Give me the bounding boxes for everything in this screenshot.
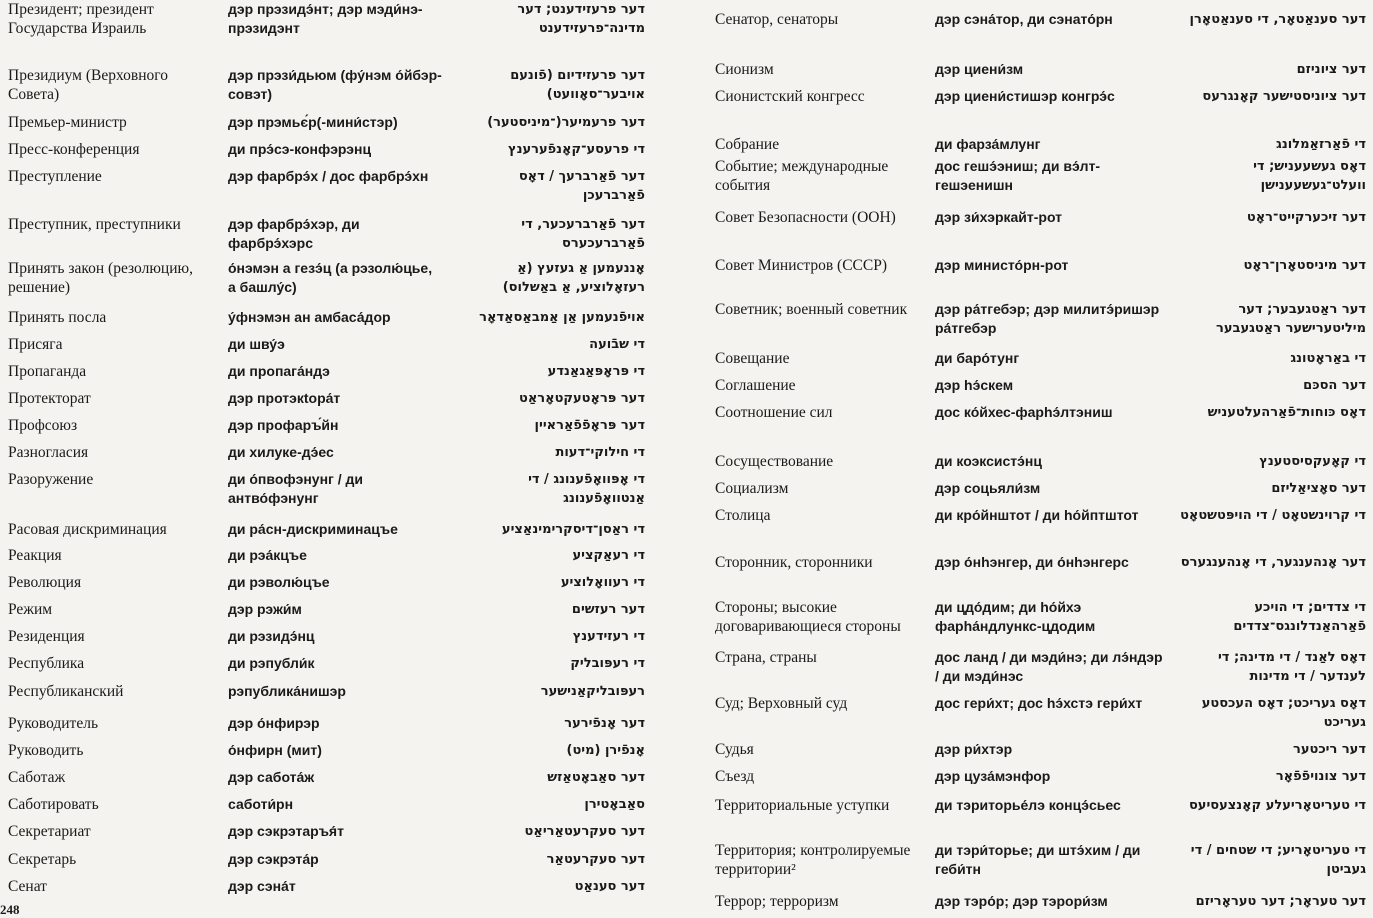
yiddish-term: דער מיניסטאָרן־ראָט bbox=[1243, 258, 1366, 273]
yiddish-transcription: о́нфирн (мит) bbox=[228, 742, 322, 758]
yiddish-transcription: дэр прэзидэ́нт; дэр мэди́нэ-прэзидэнт bbox=[228, 1, 423, 36]
yiddish-transcription: дос гери́хт; дос hэ́хстэ гери́хт bbox=[935, 695, 1143, 711]
russian-term: Режим bbox=[8, 601, 53, 618]
yiddish-term: די פרעסע־קאָנפֿערענץ bbox=[507, 142, 645, 157]
yiddish-transcription: ди коэксистэ́нц bbox=[935, 453, 1042, 469]
yiddish-term: די קרוינשטאָט / די הויפּטשטאָט bbox=[1180, 508, 1366, 523]
yiddish-term: די רעזידענץ bbox=[572, 629, 645, 644]
yiddish-term: דער פרעמיער(־מיניסטער) bbox=[487, 115, 645, 130]
yiddish-term: דער טעראָר; דער טעראָריזם bbox=[1195, 894, 1366, 909]
yiddish-term: דאָס לאַנד / די מדינה; די לענדער / די מדינות bbox=[1217, 650, 1366, 684]
yiddish-term: דער זיכערקייט־ראָט bbox=[1246, 210, 1366, 225]
russian-term: Собрание bbox=[715, 136, 780, 153]
yiddish-term: אָנפֿירן (מיט) bbox=[566, 743, 645, 758]
yiddish-transcription: дос ко́йхес-фарhэ́лтэниш bbox=[935, 404, 1113, 420]
yiddish-term: דער סעקרעטאַר bbox=[546, 852, 645, 867]
russian-term: Совет Безопасности (ООН) bbox=[715, 209, 896, 226]
yiddish-transcription: дэр фарбрэ́хэр, ди фарбрэ́хэрс bbox=[228, 216, 360, 251]
yiddish-term: דער ציוניסטישער קאָנגרעס bbox=[1202, 89, 1366, 104]
yiddish-term: דער אָנהענגער, די אָנהענגערס bbox=[1180, 555, 1366, 570]
yiddish-transcription: ди шву́э bbox=[228, 336, 285, 352]
yiddish-term: דאָס געשעעניש; די וועלט־געשעענישן bbox=[1253, 159, 1366, 193]
russian-term: Реакция bbox=[8, 547, 62, 564]
yiddish-term: די פּראָפּאַגאַנדע bbox=[547, 364, 645, 379]
yiddish-transcription: дэр цуза́мэнфор bbox=[935, 768, 1051, 784]
yiddish-transcription: дэр рэжи́м bbox=[228, 601, 302, 617]
russian-term: Президиум (Верховного Совета) bbox=[8, 67, 168, 103]
yiddish-transcription: ди о́пвофэнунг / ди антво́фэнунг bbox=[228, 471, 364, 506]
russian-term: Президент; президент Государства Израиль bbox=[8, 1, 154, 37]
yiddish-term: די טעריטאָריעלע קאָנצעסיעס bbox=[1188, 798, 1366, 813]
russian-term: Саботировать bbox=[8, 796, 99, 813]
russian-term: Террор; терроризм bbox=[715, 893, 839, 910]
russian-term: Советник; военный советник bbox=[715, 301, 908, 318]
yiddish-transcription: дэр прэзи́дьюм (фу́нэм о́йбэр-совэт) bbox=[228, 67, 442, 102]
yiddish-term: די פֿאַרזאַמלונג bbox=[1276, 137, 1366, 152]
yiddish-term: דער סאָציאַליזם bbox=[1271, 481, 1366, 496]
yiddish-transcription: ди хилуке-дэ́ес bbox=[228, 444, 334, 460]
yiddish-term: דער ציוניזם bbox=[1296, 62, 1366, 77]
yiddish-term: די רעוואָלוציע bbox=[560, 575, 645, 590]
russian-term: Революция bbox=[8, 574, 82, 591]
yiddish-transcription: дэр тэро́р; дэр тэрори́зм bbox=[935, 893, 1108, 909]
russian-term: Руководитель bbox=[8, 715, 99, 732]
yiddish-transcription: о́нэмэн а гезэ́ц (а рэзолю́цье, а башлу́с) bbox=[228, 260, 433, 295]
yiddish-term: די צדדים; די הויכע פֿאַרהאַנדלונגס־צדדים bbox=[1233, 600, 1366, 634]
yiddish-term: דער הסכּם bbox=[1303, 378, 1366, 393]
russian-term: Разоружение bbox=[8, 471, 94, 488]
russian-term: Соотношение сил bbox=[715, 404, 833, 421]
yiddish-transcription: ди фарза́млунг bbox=[935, 136, 1041, 152]
yiddish-term: דער פּראָטעקטאָראַט bbox=[519, 391, 645, 406]
yiddish-term: די רעאַקציע bbox=[572, 548, 645, 563]
page-number: 248 bbox=[0, 902, 20, 917]
yiddish-transcription: дэр ра́тгебэр; дэр милитэ́ришэр ра́тгебэр bbox=[935, 301, 1160, 336]
russian-term: Стороны; высокие договаривающиеся стороны bbox=[715, 599, 901, 635]
yiddish-term: דער סענאַט bbox=[574, 879, 645, 894]
russian-term: Сионистский конгресс bbox=[715, 88, 865, 105]
russian-term: Пропаганда bbox=[8, 363, 87, 380]
yiddish-transcription: дэр прэмьє́р(-мини́стэр) bbox=[228, 114, 398, 130]
yiddish-transcription: ди кро́йнштот / ди hо́йптштот bbox=[935, 507, 1139, 523]
russian-term: Страна, страны bbox=[715, 649, 817, 666]
yiddish-transcription: дэр сабота́ж bbox=[228, 769, 315, 785]
russian-term: Расовая дискриминация bbox=[8, 521, 167, 538]
russian-term: Сионизм bbox=[715, 61, 774, 78]
left-column-block bbox=[0, 0, 672, 914]
russian-term: Съезд bbox=[715, 768, 755, 785]
yiddish-term: דער אָנפֿירער bbox=[564, 716, 645, 731]
yiddish-transcription: ди ра́сн-дискриминацъе bbox=[228, 521, 398, 537]
yiddish-term: דער פּראָפֿפֿאַראיין bbox=[534, 418, 645, 433]
right-column-block bbox=[710, 0, 1373, 914]
yiddish-transcription: дэр циени́зм bbox=[935, 61, 1024, 77]
yiddish-transcription: ди баро́тунг bbox=[935, 350, 1020, 366]
yiddish-term: די אָפּוואָפֿענונג / די אַנטוואָפֿענונג bbox=[528, 472, 645, 506]
russian-term: Сенатор, сенаторы bbox=[715, 11, 839, 28]
yiddish-transcription: ди цдо́дим; ди hо́йхэ фарhа́ндлункс-цдодим bbox=[935, 599, 1096, 634]
russian-term: Преступник, преступники bbox=[8, 216, 181, 233]
russian-term: Территориальные уступки bbox=[715, 797, 890, 814]
russian-term: Сенат bbox=[8, 878, 47, 895]
russian-term: Социализм bbox=[715, 480, 789, 497]
yiddish-term: דער ראַטגעבער; דער מיליטערישער ראַטגעבער bbox=[1216, 302, 1366, 336]
yiddish-transcription: дэр сэкрэта́р bbox=[228, 851, 319, 867]
russian-term: Территория; контролируемые территории² bbox=[715, 842, 911, 878]
yiddish-term: דער פרעזידיום (פֿונעם אויבער־סאָוועט) bbox=[510, 68, 645, 102]
yiddish-term: די ראַסן־דיסקרימינאַציע bbox=[501, 522, 645, 537]
yiddish-transcription: дэр о́нфирэр bbox=[228, 715, 320, 731]
yiddish-transcription: ди тэриторье́лэ концэ́сьес bbox=[935, 797, 1121, 813]
yiddish-term: דער רעזשים bbox=[571, 602, 645, 617]
yiddish-term: סאַבאָטירן bbox=[584, 797, 645, 812]
russian-term: Столица bbox=[715, 507, 771, 524]
yiddish-transcription: ди рэа́кцъе bbox=[228, 547, 307, 563]
yiddish-term: דער סעקרעטאַריאַט bbox=[524, 824, 645, 839]
yiddish-term: דער פֿאַרברעכער, די פֿאַרברעכערס bbox=[521, 217, 645, 251]
yiddish-term: דאָס כּוחות־פֿאַרהעלטעניש bbox=[1207, 405, 1366, 420]
russian-term: Профсоюз bbox=[8, 417, 78, 434]
russian-term: Суд; Верховный суд bbox=[715, 695, 848, 712]
yiddish-term: אָננעמען אַ געזעץ (אַ רעזאָלוציע, אַ באַשלוס) bbox=[502, 261, 645, 295]
russian-term: Сосуществование bbox=[715, 453, 834, 470]
yiddish-term: די רעפּובליק bbox=[570, 656, 645, 671]
russian-term: Саботаж bbox=[8, 769, 66, 786]
russian-term: Принять закон (резолюцию, решение) bbox=[8, 260, 193, 296]
yiddish-transcription: дэр ри́хтэр bbox=[935, 741, 1013, 757]
yiddish-transcription: ди рэзидэ́нц bbox=[228, 628, 315, 644]
russian-term: Принять посла bbox=[8, 309, 107, 326]
russian-term: Протекторат bbox=[8, 390, 91, 407]
yiddish-term: די באַראָטונג bbox=[1290, 351, 1366, 366]
yiddish-transcription: дэр профаръ́йн bbox=[228, 417, 339, 433]
russian-term: Сторонник, сторонники bbox=[715, 554, 873, 571]
yiddish-transcription: дэр зи́хэркайт-рот bbox=[935, 209, 1063, 225]
russian-term: Преступление bbox=[8, 168, 102, 185]
russian-term: Присяга bbox=[8, 336, 63, 353]
yiddish-transcription: дэр министо́рн-рот bbox=[935, 257, 1069, 273]
russian-term: Республиканский bbox=[8, 683, 124, 700]
yiddish-term: דער פֿאַרברעך / דאָס פֿאַרברעכן bbox=[518, 169, 645, 203]
russian-term: Руководить bbox=[8, 742, 84, 759]
yiddish-transcription: саботи́рн bbox=[228, 796, 294, 812]
russian-term: Соглашение bbox=[715, 377, 796, 394]
yiddish-transcription: дос ланд / ди мэди́нэ; ди лэ́ндэр / ди мэди́нэс bbox=[935, 649, 1163, 684]
yiddish-term: אויפֿנעמען אַן אַמבאַסאַדאָר bbox=[479, 310, 645, 325]
russian-term: Событие; международные события bbox=[715, 158, 889, 194]
yiddish-term: דער ריכטער bbox=[1293, 742, 1366, 757]
yiddish-term: דער פרעזידענט; דער מדינה־פרעזידענט bbox=[517, 2, 645, 36]
yiddish-transcription: дэр соцьяли́зм bbox=[935, 480, 1041, 496]
yiddish-transcription: ди рэпубли́к bbox=[228, 655, 315, 671]
yiddish-term: דאָס געריכט; דאָס העכסטע געריכט bbox=[1201, 696, 1366, 730]
yiddish-transcription: у́фнэмэн ан амбаса́дор bbox=[228, 309, 391, 325]
yiddish-transcription: рэпублика́нишэр bbox=[228, 683, 346, 699]
russian-term: Совещание bbox=[715, 350, 790, 367]
russian-term: Пресс-конференция bbox=[8, 141, 140, 158]
yiddish-transcription: дэр циени́стишэр конгрэ́с bbox=[935, 88, 1115, 104]
yiddish-term: רעפּובליקאַנישער bbox=[540, 684, 645, 699]
yiddish-transcription: дос гешэ́эниш; ди вэ́лт-гешэенишн bbox=[935, 158, 1101, 193]
russian-term: Секретариат bbox=[8, 823, 91, 840]
yiddish-term: די שבֿועה bbox=[589, 337, 645, 352]
yiddish-term: דער סאַבאָטאַזש bbox=[547, 770, 645, 785]
yiddish-transcription: ди пропага́ндэ bbox=[228, 363, 330, 379]
russian-term: Разногласия bbox=[8, 444, 89, 461]
yiddish-term: די טעריטאָריע; די שטחים / די געביטן bbox=[1190, 843, 1366, 877]
yiddish-transcription: дэр о́нhэнгер, ди о́нhэнгерс bbox=[935, 554, 1129, 570]
yiddish-transcription: дэр протэкtора́т bbox=[228, 390, 341, 406]
yiddish-term: דער צונויפֿפֿאָר bbox=[1275, 769, 1366, 784]
yiddish-transcription: ди тэри́торье; ди штэ́хим / ди геби́тн bbox=[935, 842, 1141, 877]
yiddish-transcription: ди прэ́сэ-конфэрэнц bbox=[228, 141, 372, 157]
yiddish-term: דער סענאַטאָר, די סענאַטאָרן bbox=[1189, 12, 1366, 27]
yiddish-transcription: дэр фарбрэ́х / дос фарбрэ́хн bbox=[228, 168, 429, 184]
russian-term: Совет Министров (СССР) bbox=[715, 257, 888, 274]
yiddish-transcription: ди рэволю́цъе bbox=[228, 574, 330, 590]
russian-term: Секретарь bbox=[8, 851, 77, 868]
russian-term: Судья bbox=[715, 741, 754, 758]
russian-term: Резиденция bbox=[8, 628, 85, 645]
yiddish-transcription: дэр сэкрэтаръя́т bbox=[228, 823, 344, 839]
yiddish-term: די קאָעקסיסטענץ bbox=[1259, 454, 1366, 469]
yiddish-transcription: дэр сэна́тор, ди сэнато́рн bbox=[935, 11, 1113, 27]
russian-term: Премьер-министр bbox=[8, 114, 127, 131]
yiddish-transcription: дэр сэна́т bbox=[228, 878, 296, 894]
yiddish-term: די חילוקי־דעות bbox=[555, 445, 645, 460]
russian-term: Республика bbox=[8, 655, 85, 672]
yiddish-transcription: дэр hэ́скем bbox=[935, 377, 1014, 393]
